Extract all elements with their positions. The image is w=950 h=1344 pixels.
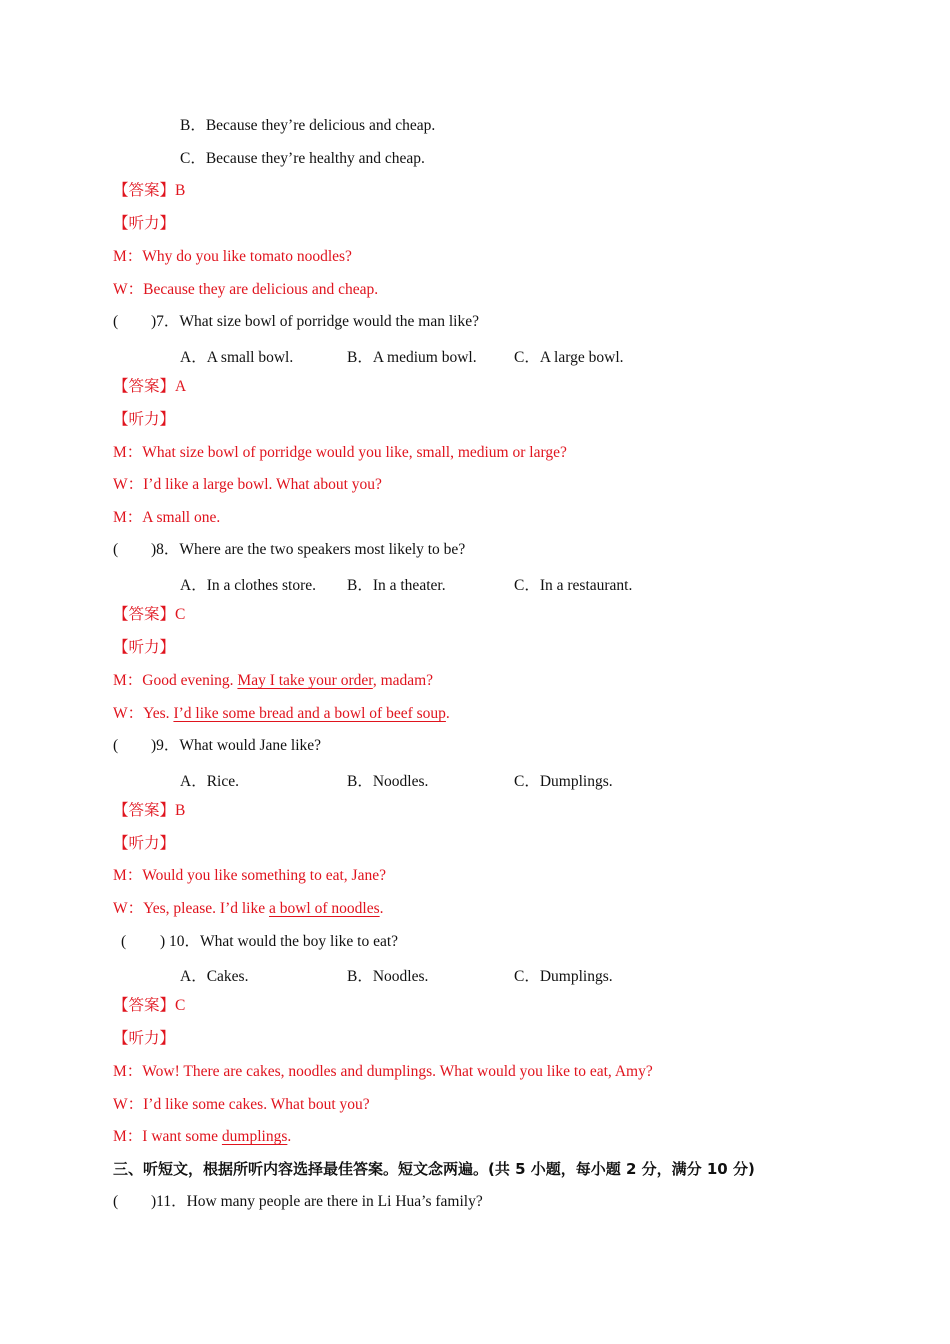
q10-key-phrase-m: dumplings <box>221 1128 288 1145</box>
q9-option-b: B．Noodles. <box>347 773 429 790</box>
q8-transcript-m: M：Good evening. May I take your order, madam? <box>113 672 434 689</box>
q8-transcript-w: W：Yes. I’d like some bread and a bowl of beef soup. <box>113 705 450 722</box>
q7-answer: 【答案】A <box>113 378 187 395</box>
q9-answer: 【答案】B <box>113 802 186 819</box>
q8-answer: 【答案】C <box>113 606 186 623</box>
q9-listening-label: 【听力】 <box>113 835 176 852</box>
q9-key-phrase-w: a bowl of noodles <box>268 900 380 917</box>
q7-option-b: B．A medium bowl. <box>347 349 477 366</box>
q10-listening-label: 【听力】 <box>113 1030 176 1047</box>
q9-option-a: A．Rice. <box>180 773 239 790</box>
q6-listening-label: 【听力】 <box>113 215 176 232</box>
q9-transcript-m: M：Would you like something to eat, Jane? <box>113 867 386 884</box>
q7-option-a: A．A small bowl. <box>180 349 294 366</box>
q6-transcript-m: M：Why do you like tomato noodles? <box>113 248 352 265</box>
q6-transcript-w: W：Because they are delicious and cheap. <box>113 281 379 298</box>
q9-option-c: C．Dumplings. <box>514 773 613 790</box>
q8-listening-label: 【听力】 <box>113 639 176 656</box>
q8-key-phrase-w: I’d like some bread and a bowl of beef soup <box>173 705 446 722</box>
q6-option-c: C．Because they’re healthy and cheap. <box>180 150 425 167</box>
q10-transcript-m1: M：Wow! There are cakes, noodles and dumplings. What would you like to eat, Amy? <box>113 1063 653 1080</box>
q8-option-a: A．In a clothes store. <box>180 577 317 594</box>
q6-answer: 【答案】B <box>113 182 186 199</box>
q10-paren: ( <box>121 933 127 950</box>
q10-answer: 【答案】C <box>113 997 186 1014</box>
q8-option-c: C．In a restaurant. <box>514 577 633 594</box>
section-3-heading: 三、听短文，根据所听内容选择最佳答案。短文念两遍。(共 5 小题，每小题 2 分，满分 10 分) <box>113 1160 755 1178</box>
q8-paren: ( <box>113 541 119 558</box>
q7-transcript-m2: M：A small one. <box>113 509 221 526</box>
q9-paren: ( <box>113 737 119 754</box>
q9-transcript-w: W：Yes, please. I’d like a bowl of noodles. <box>113 900 384 917</box>
q10-transcript-w: W：I’d like some cakes. What bout you? <box>113 1096 370 1113</box>
q6-option-b: B．Because they’re delicious and cheap. <box>180 117 436 134</box>
q7-transcript-m1: M：What size bowl of porridge would you like, small, medium or large? <box>113 444 567 461</box>
q9-question: )9．What would Jane like? <box>151 737 322 754</box>
q10-option-b: B．Noodles. <box>347 968 429 985</box>
q10-transcript-m2: M：I want some dumplings. <box>113 1128 292 1145</box>
q7-transcript-w: W：I’d like a large bowl. What about you? <box>113 476 382 493</box>
q11-paren: ( <box>113 1193 119 1210</box>
q8-key-phrase-m: May I take your order <box>237 672 373 689</box>
q11-question: )11．How many people are there in Li Hua’s family? <box>151 1193 483 1210</box>
q7-question: )7．What size bowl of porridge would the man like? <box>151 313 479 330</box>
q7-paren: ( <box>113 313 119 330</box>
q7-listening-label: 【听力】 <box>113 411 176 428</box>
q8-question: )8．Where are the two speakers most likely to be? <box>151 541 466 558</box>
q10-option-c: C．Dumplings. <box>514 968 613 985</box>
q10-option-a: A．Cakes. <box>180 968 249 985</box>
q8-option-b: B．In a theater. <box>347 577 446 594</box>
q10-question: ) 10．What would the boy like to eat? <box>160 933 399 950</box>
q7-option-c: C．A large bowl. <box>514 349 624 366</box>
